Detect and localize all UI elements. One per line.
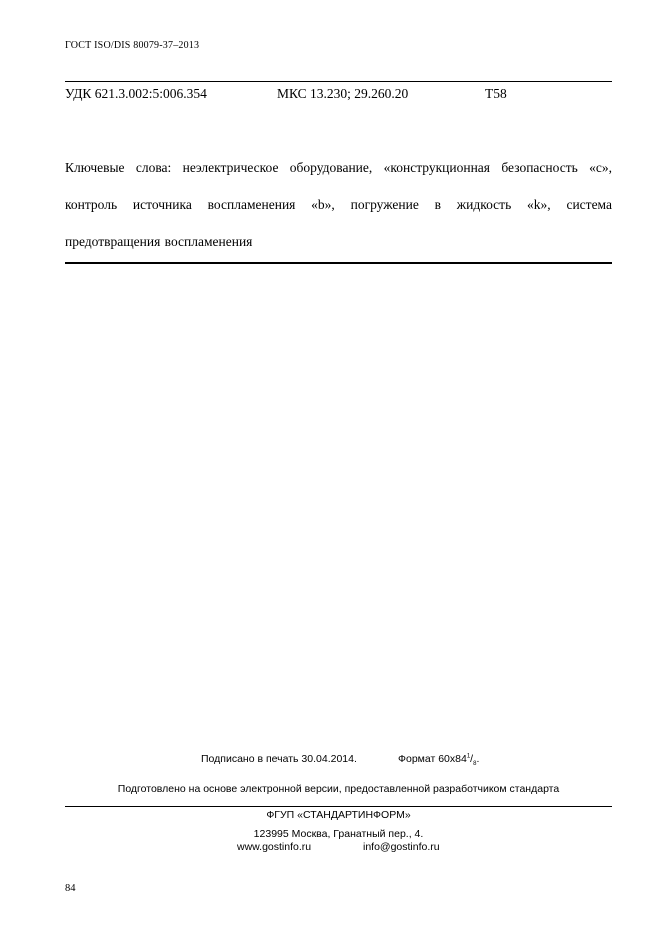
- publisher-address: 123995 Москва, Гранатный пер., 4.: [253, 828, 424, 840]
- keywords-divider: [65, 262, 612, 264]
- top-divider: [65, 81, 612, 82]
- website-link[interactable]: www.gostinfo.ru: [237, 841, 312, 853]
- paper-format: [398, 753, 479, 767]
- page-number: 84: [65, 883, 76, 894]
- email-link[interactable]: info@gostinfo.ru: [363, 841, 440, 853]
- okstu-code: Т58: [485, 86, 507, 101]
- format-label: Формат 60х84: [398, 753, 467, 765]
- format-numerator: 1: [466, 753, 471, 760]
- footer-divider: [65, 806, 612, 807]
- format-denominator: 8: [473, 761, 477, 768]
- publisher-contacts: [65, 841, 612, 855]
- format-end: .: [476, 753, 480, 765]
- signed-date: Подписано в печать 30.04.2014.: [201, 753, 357, 765]
- format-slash: /: [470, 753, 474, 765]
- publisher-name: ФГУП «СТАНДАРТИНФОРМ»: [266, 809, 411, 821]
- prepared-note: Подготовлено на основе электронной версии, предоставленной разработчиком стандарта: [117, 783, 560, 795]
- classification-line: [65, 86, 612, 102]
- mks-code: МКС 13.230; 29.260.20: [277, 86, 409, 101]
- udc-code: УДК 621.3.002:5:006.354: [65, 86, 207, 101]
- standard-designation: ГОСТ ISO/DIS 80079-37–2013: [65, 40, 200, 51]
- keywords-paragraph: Ключевые слова: неэлектрическое оборудование, «конструкционная безопасность «c», контроль источника воспламенения «b», погружение в жидкость «k», система предотвращения воспламенения: [65, 160, 612, 249]
- imprint-signing-row: [65, 753, 612, 767]
